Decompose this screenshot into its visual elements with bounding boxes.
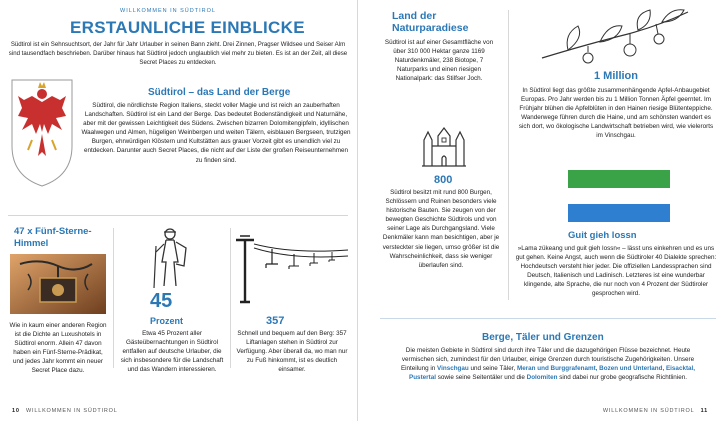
tourist-label: Prozent — [150, 316, 184, 326]
apple-number: 1 Million — [594, 70, 638, 82]
tourist-text: Etwa 45 Prozent aller Gästeübernachtungen in Südtirol entfallen auf deutsche Urlauber, die sich insbesondere für die Landschaft und das Wandern interessieren. — [120, 330, 224, 374]
valleys-text-3: sowie seine Seitentäler und die — [437, 374, 525, 382]
column-divider — [508, 10, 509, 300]
tourist-number: 45 — [150, 290, 173, 312]
left-footer — [8, 408, 118, 414]
hotels-text: Wie in kaum einer anderen Region ist die Dichte an Luxushotels in Südtirol enorm. Allein 47 davon haben ein Fünf-Sterne-Prädikat, und jedes Jahr kommt ein neuer Secret Place dazu. — [9, 322, 107, 375]
language-text: »Lama zükeang und guit gieh lossn« – lässt uns einkehren und es uns gut gehen. Keine Angst, auch wenn die Südtiroler 40 Dialekte sprechen: Hochdeutsch versteht hier jeder. Die offiziellen Landessprachen sind Deutsch, Italienisch und Ladinisch. Letzteres ist eine wunderbar klingende, alte Sprache, die nur noch von 4 Prozent der Südtiroler gesprochen wird. — [515, 245, 717, 298]
right-footer — [603, 408, 712, 414]
land-text: Südtirol, die nördlichste Region Italiens, steckt voller Magie und ist reich an zauberhaften Landschaften. Südtirol ist ein Land der Berge. Das bedeutet Bodenständigkeit und Naturnähe, aber mit der gewissen Leichtigkeit des Südens. Zwischen bizarren Dolomitengipfeln, idyllischen Waalwegen und Almen, hügeligen Weinbergen und weiten Tälern, eisblauen Bergseen, trutzigen Burgen, ehrwürdigen Klöstern und Kultstätten aus grauer Vorzeit gibt es unendlich viel zu entdecken. Darunter auch Secret Places, die nicht auf der Liste der großen Reiseunternehmen zu finden sind. — [81, 102, 351, 164]
language-flag-blue — [568, 204, 670, 222]
ski-lift-icon — [232, 232, 352, 304]
left-page-number: 10 — [12, 408, 20, 414]
nature-heading: Land der Naturparadiese — [392, 10, 469, 34]
land-heading: Südtirol – das Land der Berge — [148, 87, 291, 98]
left-footer-label: WILLKOMMEN IN SÜDTIROL — [26, 408, 118, 414]
valleys-text-1: Die meisten Gebiete in Südtirol sind durch ihre Täler und die dazugehörigen Flüsse bezeichnet. Heute vermischen sich, zumindest für den Urlauber, einige Grenzen durch touristische Zugehörigkeiten. Unsere Einteilung in — [400, 347, 695, 373]
language-flag-green — [568, 170, 670, 188]
valleys-link-vinschgau: Vinschgau — [437, 365, 469, 373]
hiker-icon — [148, 226, 192, 290]
valleys-link-regions: Meran und Burggrafenamt, Bozen und Unterland, Eisacktal, Pustertal — [409, 365, 696, 382]
nature-text: Südtirol ist auf einer Gesamtfläche von über 310 000 Hektar ganze 1169 Naturdenkmäler, 238 Biotope, 7 Naturparks und einen riesigen Nationalpark: das Stilfser Joch. — [384, 39, 494, 83]
coat-of-arms-icon — [10, 76, 74, 188]
divider — [8, 215, 348, 216]
hotel-sign-photo — [10, 254, 106, 314]
apple-branch-icon — [538, 4, 696, 64]
page-title: ERSTAUNLICHE EINBLICKE — [70, 18, 305, 37]
right-footer-label: WILLKOMMEN IN SÜDTIROL — [602, 408, 695, 414]
column-divider — [113, 228, 114, 368]
left-page — [0, 0, 358, 421]
right-page-number: 11 — [700, 408, 708, 414]
language-heading: Guit gieh lossn — [568, 230, 637, 241]
castles-text: Südtirol besitzt mit rund 800 Burgen, Schlössern und Ruinen besonders viele historische Bauten. Sie zeugen von der bewegten Geschichte Südtirols und von seiner Lage als Durchgangsland. Viele Denkmäler kann man besichtigen, aber je versteckter sie liegen, umso größer ist die Wahrscheinlichkeit, dass sie weniger überlaufen sind. — [382, 189, 500, 269]
apple-text: In Südtirol liegt das größte zusammenhängende Apfel-Anbaugebiet Europas. Pro Jahr werden bis zu 1 Million Tonnen Äpfel geerntet. Im Frühjahr blühen die Apfelblüten in den Hainen riesige Blütenteppiche. Wanderwege führen durch die Haine, und am schönsten wandert es sich dort, wo ökologische Landwirtschaft betrieben wird, wie vielerorts im Vinschgau. — [518, 87, 714, 140]
lifts-text: Schnell und bequem auf den Berg: 357 Liftanlagen stehen in Südtirol zur Verfügung. Aber überall da, wo man nur zu Fuß hinkommt, ist es deutlich einsamer. — [236, 330, 348, 374]
valleys-text — [390, 346, 706, 382]
valleys-text-2: und seine Täler, — [470, 365, 516, 373]
intro-text: Südtirol ist ein Sehnsuchtsort, der Jahr für Jahr Urlauber in seinen Bann zieht. Drei Zinnen, Pragser Wildsee und Seiser Alm sind tausendfach beschrieben. Darüber hinaus hat Südtirol jedoch unglaublich viel mehr zu bieten. Es ist an der Zeit, all diese Secret Places zu entdecken. — [8, 41, 348, 67]
column-divider — [230, 228, 231, 368]
divider — [380, 318, 716, 319]
castle-icon — [420, 124, 468, 168]
lifts-number: 357 — [266, 315, 285, 327]
right-page — [362, 0, 720, 421]
valleys-link-dolomiten: Dolomiten — [526, 374, 558, 382]
valleys-heading: Berge, Täler und Grenzen — [482, 332, 604, 343]
castles-number: 800 — [434, 174, 453, 186]
valleys-text-4: sind dabei nur grobe geografische Richtlinien. — [559, 374, 687, 382]
left-kicker: WILLKOMMEN IN SÜDTIROL — [120, 8, 216, 14]
hotels-heading: 47 x Fünf-Sterne-Himmel — [14, 226, 92, 249]
